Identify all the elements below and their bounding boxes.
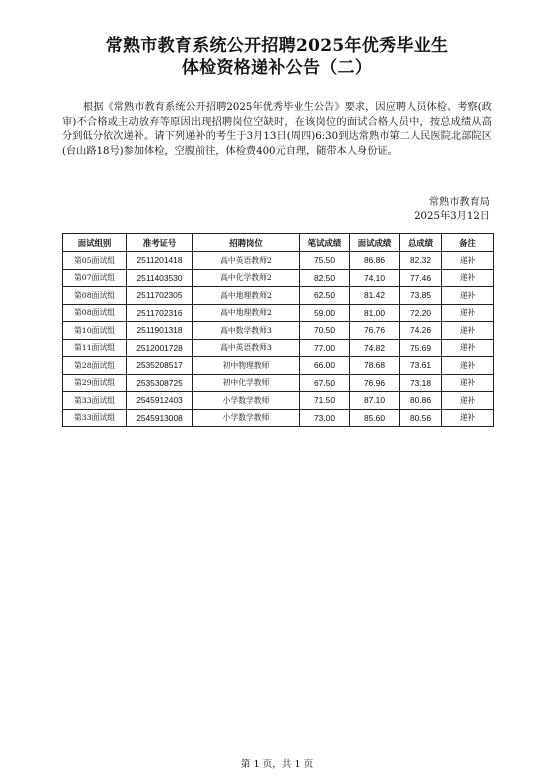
total-score-cell: 80.56 [400, 409, 442, 427]
position-cell: 小学数学教师 [193, 409, 300, 427]
document-subtitle: 体检资格递补公告（二） [181, 58, 373, 78]
position-cell: 初中物理教师 [193, 357, 300, 375]
interview-group-cell: 第33面试组 [63, 392, 127, 410]
exam-number-cell: 2535208517 [127, 357, 193, 375]
total-score-cell: 74.26 [400, 322, 442, 340]
table-row [63, 339, 494, 357]
table-header-row [63, 234, 494, 252]
total-score-cell: 73.85 [400, 287, 442, 305]
written-score-cell: 66.00 [300, 357, 350, 375]
table-row [63, 357, 494, 375]
table-row [63, 392, 494, 410]
interview-score-cell: 74.10 [350, 269, 400, 287]
interview-group-cell: 第10面试组 [63, 322, 127, 340]
remark-cell: 递补 [442, 409, 494, 427]
total-score-cell: 73.18 [400, 374, 442, 392]
written-score-cell: 59.00 [300, 304, 350, 322]
interview-score-cell: 76.96 [350, 374, 400, 392]
remark-cell: 递补 [442, 374, 494, 392]
column-header: 准考证号 [127, 234, 193, 252]
total-score-cell: 73.61 [400, 357, 442, 375]
exam-number-cell: 2545913008 [127, 409, 193, 427]
exam-number-cell: 2545912403 [127, 392, 193, 410]
exam-number-cell: 2511702316 [127, 304, 193, 322]
column-header: 总成绩 [400, 234, 442, 252]
interview-score-cell: 85.60 [350, 409, 400, 427]
position-cell: 小学数学教师 [193, 392, 300, 410]
written-score-cell: 73.00 [300, 409, 350, 427]
remark-cell: 递补 [442, 322, 494, 340]
interview-group-cell: 第08面试组 [63, 287, 127, 305]
written-score-cell: 62.50 [300, 287, 350, 305]
total-score-cell: 82.32 [400, 252, 442, 270]
position-cell: 高中英语教师3 [193, 339, 300, 357]
total-score-cell: 75.69 [400, 339, 442, 357]
column-header: 面试成绩 [350, 234, 400, 252]
position-cell: 高中化学教师2 [193, 269, 300, 287]
column-header: 招聘岗位 [193, 234, 300, 252]
exam-number-cell: 2511901318 [127, 322, 193, 340]
position-cell: 高中地理教师2 [193, 287, 300, 305]
written-score-cell: 70.50 [300, 322, 350, 340]
document-title: 常熟市教育系统公开招聘2025年优秀毕业生 [105, 36, 449, 56]
interview-score-cell: 81.00 [350, 304, 400, 322]
written-score-cell: 77.00 [300, 339, 350, 357]
table-row [63, 322, 494, 340]
interview-score-cell: 78.68 [350, 357, 400, 375]
interview-score-cell: 86.86 [350, 252, 400, 270]
position-cell: 高中英语教师2 [193, 252, 300, 270]
remark-cell: 递补 [442, 304, 494, 322]
exam-number-cell: 2512001728 [127, 339, 193, 357]
interview-group-cell: 第08面试组 [63, 304, 127, 322]
remark-cell: 递补 [442, 269, 494, 287]
page-footer: 第 1 页，共 1 页 [240, 759, 314, 770]
interview-group-cell: 第28面试组 [63, 357, 127, 375]
written-score-cell: 82.50 [300, 269, 350, 287]
interview-score-cell: 81.42 [350, 287, 400, 305]
remark-cell: 递补 [442, 252, 494, 270]
candidate-table [62, 233, 494, 427]
remark-cell: 递补 [442, 392, 494, 410]
table-row [63, 374, 494, 392]
interview-score-cell: 76.76 [350, 322, 400, 340]
column-header: 面试组别 [63, 234, 127, 252]
interview-score-cell: 74.82 [350, 339, 400, 357]
remark-cell: 递补 [442, 339, 494, 357]
written-score-cell: 67.50 [300, 374, 350, 392]
interview-group-cell: 第29面试组 [63, 374, 127, 392]
issuer: 常熟市教育局 [428, 197, 490, 208]
announcement-body: 根据《常熟市教育系统公开招聘2025年优秀毕业生公告》要求，因应聘人员体检、考察(政审)不合格或主动放弃等原因出现招聘岗位空缺时，在该岗位的面试合格人员中，按总成绩从高分到低分依次递补。请下列递补的考生于3月13日(周四)6:30到达常熟市第二人民医院北部院区(台山路18号)参加体检，空腹前往，体检费400元自理，随带本人身份证。 [62, 102, 492, 157]
table-row [63, 269, 494, 287]
position-cell: 高中地理教师2 [193, 304, 300, 322]
interview-group-cell: 第07面试组 [63, 269, 127, 287]
interview-group-cell: 第05面试组 [63, 252, 127, 270]
table-row [63, 409, 494, 427]
total-score-cell: 77.46 [400, 269, 442, 287]
table-row [63, 252, 494, 270]
total-score-cell: 80.86 [400, 392, 442, 410]
column-header: 笔试成绩 [300, 234, 350, 252]
remark-cell: 递补 [442, 287, 494, 305]
interview-score-cell: 87.10 [350, 392, 400, 410]
interview-group-cell: 第33面试组 [63, 409, 127, 427]
exam-number-cell: 2511201418 [127, 252, 193, 270]
exam-number-cell: 2511702305 [127, 287, 193, 305]
written-score-cell: 75.50 [300, 252, 350, 270]
interview-group-cell: 第11面试组 [63, 339, 127, 357]
table-row [63, 287, 494, 305]
table-row [63, 304, 494, 322]
written-score-cell: 71.50 [300, 392, 350, 410]
total-score-cell: 72.20 [400, 304, 442, 322]
issue-date: 2025年3月12日 [414, 211, 490, 222]
exam-number-cell: 2535308725 [127, 374, 193, 392]
column-header: 备注 [442, 234, 494, 252]
position-cell: 高中数学教师3 [193, 322, 300, 340]
position-cell: 初中化学教师 [193, 374, 300, 392]
exam-number-cell: 2511403530 [127, 269, 193, 287]
remark-cell: 递补 [442, 357, 494, 375]
